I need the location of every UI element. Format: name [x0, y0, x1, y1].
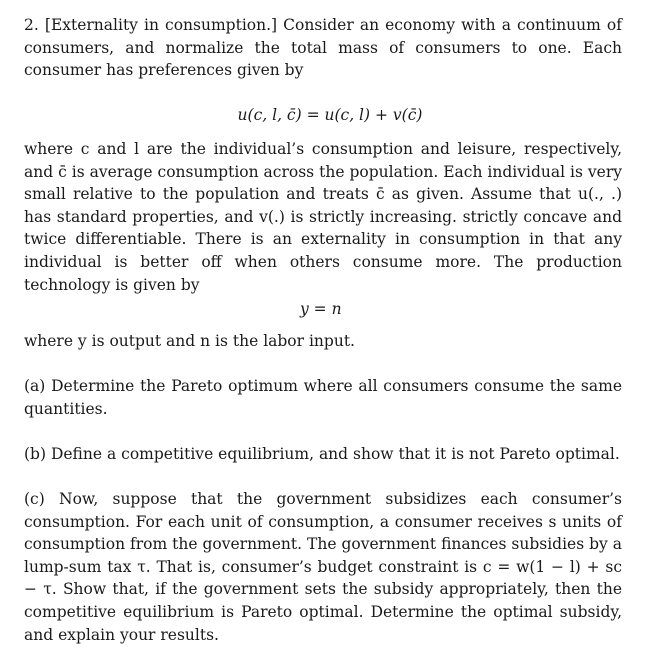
- problem-intro-paragraph: [24, 14, 622, 82]
- utility-equation: u(c, l, c̄) = u(c, l) + v(c̄): [237, 106, 423, 124]
- part-a: (a) Determine the Pareto optimum where all consumers consume the same quantities.: [24, 377, 622, 418]
- setup-paragraph: where c and l are the individual’s consumption and leisure, respectively, and c̄ is average consumption across the population. Each individual is very small relative to the population and treats c̄ as given. Assume that u(., .) has standard properties, and v(.) is strictly increasing. strictly concave and twice differentiable. There is an externality in consumption in that any individual is better off when others consume more. The production technology is given by: [24, 140, 622, 294]
- problem-title: [Externality in consumption.]: [44, 16, 278, 34]
- part-b: (b) Define a competitive equilibrium, and show that it is not Pareto optimal.: [24, 445, 620, 463]
- variables-paragraph: where y is output and n is the labor input.: [24, 332, 355, 350]
- problem-intro: Consider an economy with a continuum of consumers, and normalize the total mass of consumers to one. Each consumer has preferences given by: [24, 16, 622, 80]
- production-equation: y = n: [300, 300, 342, 318]
- problem-number: 2.: [24, 16, 39, 34]
- part-c: (c) Now, suppose that the government subsidizes each consumer’s consumption. For each unit of consumption, a consumer receives s units of consumption from the government. The government finances subsidies by a lump-sum tax τ. That is, consumer’s budget constraint is c = w(1 − l) + sc − τ. Show that, if the government sets the subsidy appropriately, then the competitive equilibrium is Pareto optimal. Determine the optimal subsidy, and explain your results.: [24, 490, 622, 644]
